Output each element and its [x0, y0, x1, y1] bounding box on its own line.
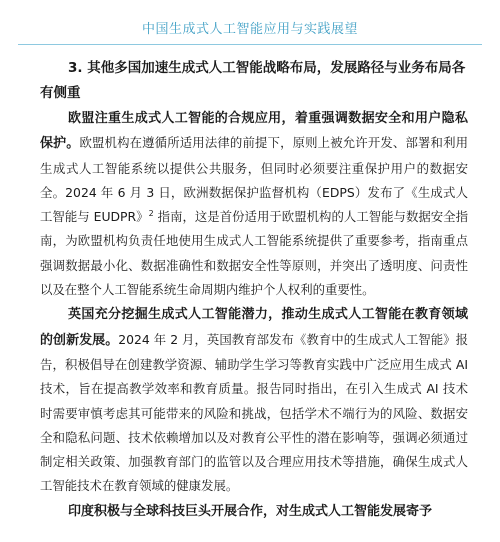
paragraph-eu-lead: 欧盟注重生成式人工智能的合规应用，着重强调数据安全和用户隐私保护。: [40, 111, 468, 152]
header-title: 中国生成式人工智能应用与实践展望: [141, 22, 358, 37]
page-header: [0, 0, 500, 46]
document-body: [40, 56, 468, 524]
paragraph-eu: [40, 106, 468, 302]
paragraph-uk-text: 2024 年 2 月，英国教育部发布《教育中的生成式人工智能》报告，积极倡导在创建教学资源、辅助学生学习等教育实践中广泛应用生成式 AI 技术，旨在提高教学效率和教育质量。报告同时指出，在引入生成式 AI 技术时需要审慎考虑其可能带来的风险和挑战，包括学术不端行为的风险、数据安全和隐私问题、技术依赖增加以及对教育公平性的潜在影响等，强调必须通过制定相关政策、加强教育部门的监管以及合理应用技术等措施，确保生成式人工智能技术在教育领域的健康发展。: [40, 331, 468, 494]
paragraph-india-lead: 印度积极与全球科技巨头开展合作，对生成式人工智能发展寄予: [68, 503, 433, 519]
header-divider: [18, 44, 482, 45]
paragraph-uk-lead: 英国充分挖掘生成式人工智能潜力，推动生成式人工智能在教育领域的创新发展。: [40, 307, 468, 348]
paragraph-uk: [40, 302, 468, 498]
paragraph-eu-text-a: 欧盟机构在遵循所适用法律的前提下，原则上被允许开发、部署和利用生成式人工智能系统以提供公共服务，但同时必须要注重保护用户的数据安全。2024 年 6 月 3 日，欧洲数据保护监督机构（EDPS）发布了《生成式人工智能与 EUDPR》: [40, 135, 468, 225]
paragraph-eu-text-b: 指南，这是首份适用于欧盟机构的人工智能与数据安全指南，为欧盟机构负责任地使用生成式人工智能系统提供了重要参考，指南重点强调数据最小化、数据准确性和数据安全性等原则，并突出了透明度、问责性以及在整个人工智能系统生命周期内维护个人权利的重要性。: [40, 209, 468, 298]
paragraph-india: [40, 499, 468, 524]
footnote-marker: 2: [148, 209, 154, 219]
section-heading: 3. 其他多国加速生成式人工智能战略布局，发展路径与业务布局各有侧重: [40, 60, 466, 101]
